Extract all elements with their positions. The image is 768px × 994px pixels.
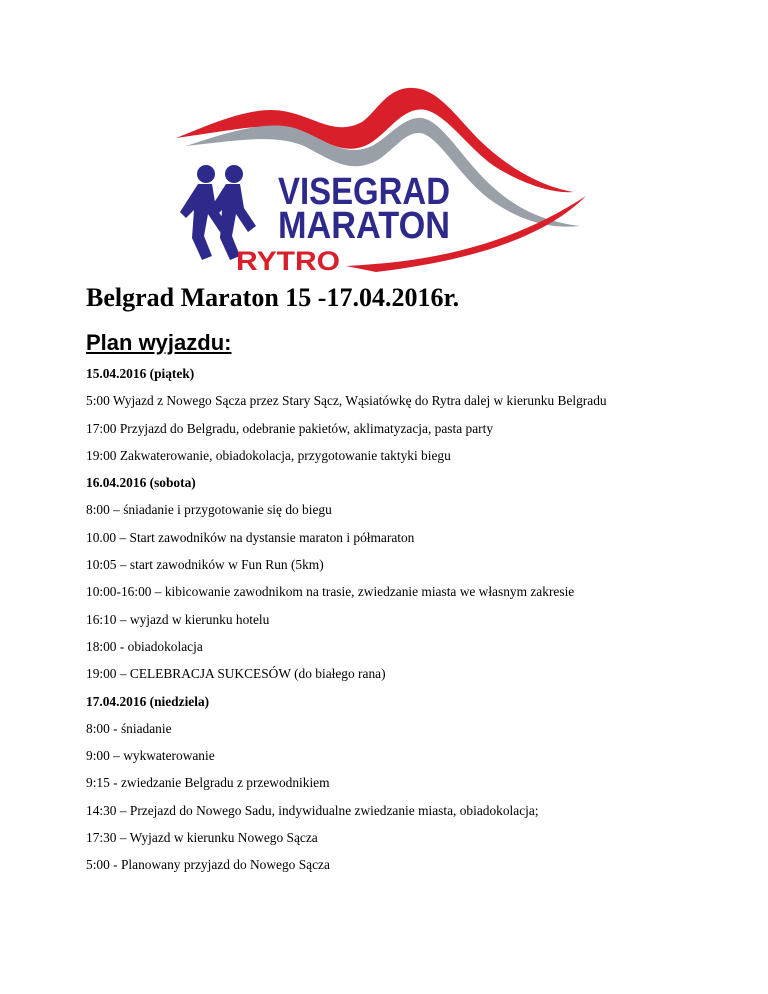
schedule-item: 5:00 - Planowany przyjazd do Nowego Sącza [86, 857, 330, 873]
schedule-item: 9:00 – wykwaterowanie [86, 748, 215, 764]
schedule-item: 17:00 Przyjazd do Belgradu, odebranie pakietów, aklimatyzacja, pasta party [86, 420, 494, 436]
plan-heading: Plan wyjazdu: [86, 330, 232, 355]
schedule-item: 19:00 – CELEBRACJA SUKCESÓW (do białego rana) [86, 666, 386, 682]
schedule-item: 10:00-16:00 – kibicowanie zawodnikom na trasie, zwiedzanie miasta we własnym zakresie [86, 584, 575, 600]
visegrad-maraton-logo [176, 76, 596, 278]
schedule-item: 16:10 – wyjazd w kierunku hotelu [86, 611, 270, 627]
schedule-day-header: 15.04.2016 (piątek) [86, 366, 195, 381]
schedule-item: 8:00 - śniadanie [86, 720, 172, 736]
schedule-item: 10:05 – start zawodników w Fun Run (5km) [86, 557, 324, 573]
schedule-list [86, 360, 746, 879]
schedule-item: 17:30 – Wyjazd w kierunku Nowego Sącza [86, 830, 318, 846]
schedule-item: 18:00 - obiadokolacja [86, 638, 203, 654]
schedule-day-header: 17.04.2016 (niedziela) [86, 693, 210, 709]
logo-text-maraton: MARATON [278, 205, 450, 247]
schedule-item: 14:30 – Przejazd do Nowego Sadu, indywidualne zwiedzanie miasta, obiadokolacja; [86, 802, 539, 818]
logo-text-rytro: RYTRO [236, 246, 340, 276]
schedule-item: 19:00 Zakwaterowanie, obiadokolacja, przygotowanie taktyki biegu [86, 447, 451, 463]
logo-text-visegrad: VISEGRAD [278, 171, 450, 213]
schedule-item: 10.00 – Start zawodników na dystansie maraton i półmaraton [86, 529, 415, 545]
schedule-day-header: 16.04.2016 (sobota) [86, 475, 196, 491]
runner-figure-left [180, 165, 228, 260]
schedule-item: 8:00 – śniadanie i przygotowanie się do biegu [86, 502, 332, 518]
document-title: Belgrad Maraton 15 -17.04.2016r. [86, 283, 460, 312]
logo-graphic [176, 76, 596, 278]
schedule-item: 9:15 - zwiedzanie Belgradu z przewodnikiem [86, 775, 330, 791]
schedule-item: 5:00 Wyjazd z Nowego Sącza przez Stary Sącz, Wąsiatówkę do Rytra dalej w kierunku Belgradu [86, 393, 607, 409]
